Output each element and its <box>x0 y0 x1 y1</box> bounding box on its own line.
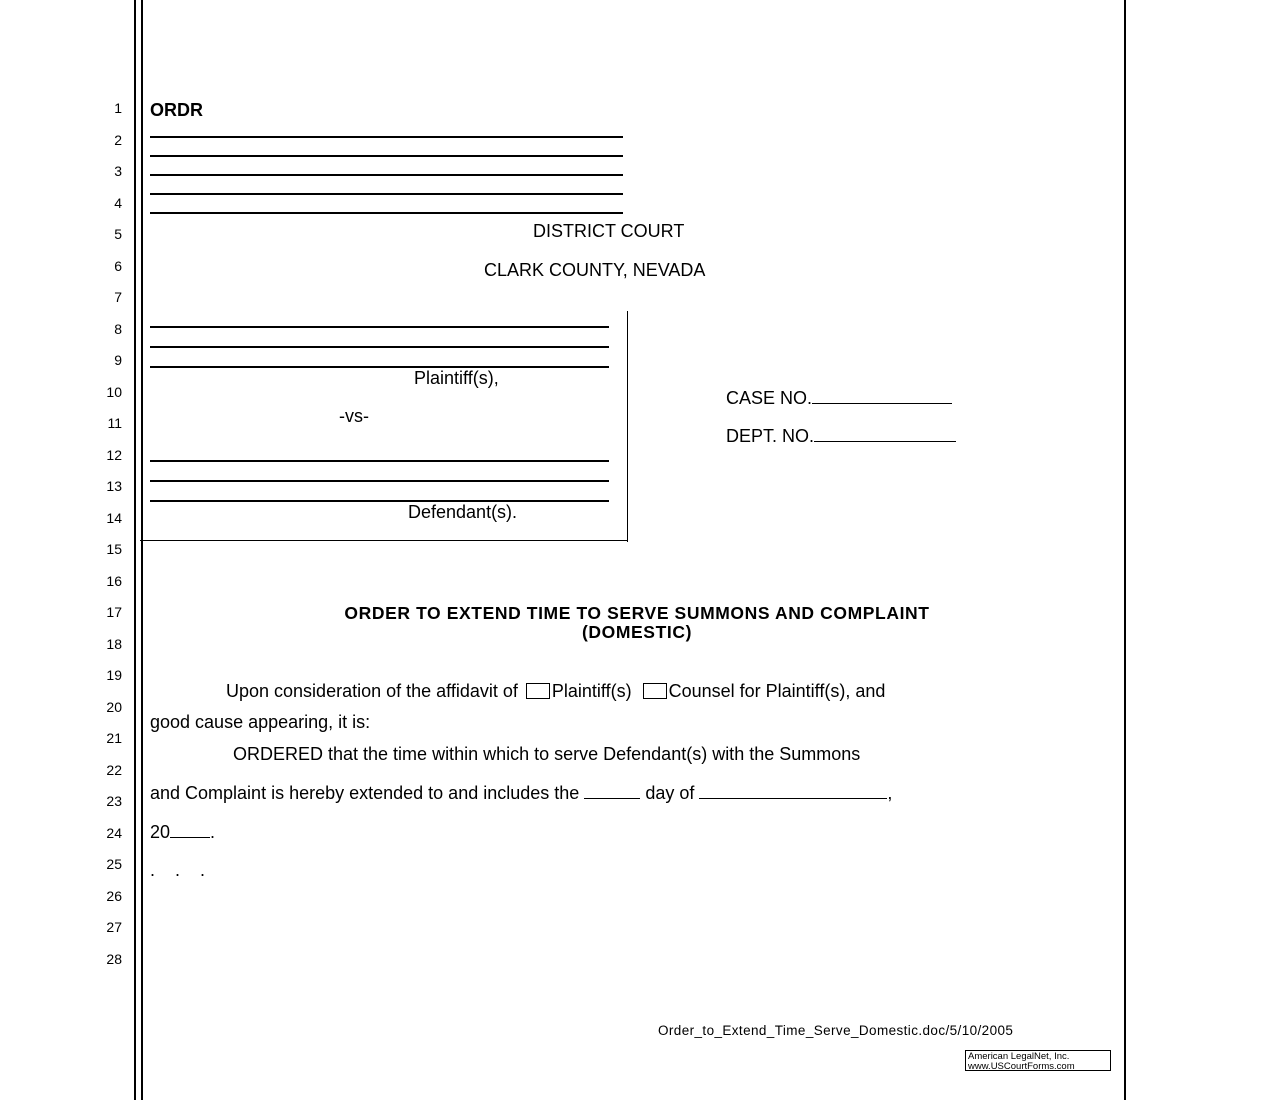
line-number: 11 <box>107 415 122 431</box>
court-county: CLARK COUNTY, NEVADA <box>484 260 706 280</box>
affidavit-paragraph-line-2: good cause appearing, it is: <box>150 712 371 732</box>
case-number-label: CASE NO. <box>726 388 813 408</box>
publisher-website: www.USCourtForms.com <box>968 1060 1075 1072</box>
case-number-field <box>726 387 952 408</box>
case-number-blank[interactable] <box>812 387 952 404</box>
line-number: 6 <box>114 257 122 274</box>
order-title <box>150 604 1124 642</box>
line-number: 10 <box>106 383 122 400</box>
defendant-line-2 <box>150 480 609 482</box>
affidavit-paragraph-line-1 <box>226 681 885 701</box>
year-blank[interactable] <box>170 821 210 838</box>
dept-number-blank[interactable] <box>814 425 956 442</box>
right-margin-rule <box>1124 0 1126 1100</box>
defendant-line-1 <box>150 460 609 462</box>
left-margin-rule-outer <box>134 0 136 1100</box>
line-number: 17 <box>106 604 122 620</box>
defendant-line-3 <box>150 500 609 502</box>
publisher-name: American LegalNet, Inc. <box>968 1051 1070 1062</box>
line-number: 5 <box>114 226 122 242</box>
attorney-line-5 <box>150 212 623 214</box>
caption-box-bottom-rule <box>140 540 628 541</box>
counsel-option-label: Counsel for Plaintiff(s), and <box>668 681 886 701</box>
comma-text: , <box>887 783 893 803</box>
plaintiff-line-1 <box>150 326 609 328</box>
plaintiff-option-label: Plaintiff(s) <box>551 681 632 701</box>
day-blank[interactable] <box>584 782 640 799</box>
line-number: 13 <box>106 478 122 494</box>
defendant-label: Defendant(s). <box>408 502 518 522</box>
line-number: 23 <box>106 793 122 809</box>
counsel-checkbox[interactable] <box>643 683 667 699</box>
line-number: 18 <box>106 635 122 652</box>
plaintiff-line-3 <box>150 366 609 368</box>
order-title-line-1: ORDER TO EXTEND TIME TO SERVE SUMMONS AND COMPLAINT <box>344 603 930 623</box>
line-number: 21 <box>106 730 122 746</box>
line-number: 2 <box>114 131 122 148</box>
plaintiff-line-2 <box>150 346 609 348</box>
year-prefix: 20 <box>150 822 171 842</box>
line-number: 16 <box>106 572 122 589</box>
continuation-dots: . . . <box>150 860 206 880</box>
dept-number-field <box>726 425 956 446</box>
year-suffix: . <box>210 822 216 842</box>
line-number: 4 <box>114 194 122 211</box>
month-blank[interactable] <box>699 782 887 799</box>
line-number: 22 <box>106 761 122 778</box>
line-number: 8 <box>114 320 122 337</box>
line-number: 27 <box>106 919 122 935</box>
plaintiff-label: Plaintiff(s), <box>414 368 499 388</box>
line-number: 26 <box>106 887 122 904</box>
footer-filename: Order_to_Extend_Time_Serve_Domestic.doc/5/10/2005 <box>658 1023 1014 1038</box>
plaintiff-checkbox[interactable] <box>526 683 550 699</box>
line-number: 9 <box>114 352 122 368</box>
attorney-line-3 <box>150 174 623 176</box>
affidavit-intro-text: Upon consideration of the affidavit of <box>226 681 518 701</box>
attorney-line-4 <box>150 193 623 195</box>
line-number: 14 <box>106 509 122 526</box>
line-number: 25 <box>106 856 122 872</box>
line-number: 24 <box>106 824 122 841</box>
line-number: 15 <box>106 541 122 557</box>
left-margin-rule-inner <box>141 0 143 1100</box>
ordered-paragraph-line-1: ORDERED that the time within which to serve Defendant(s) with the Summons <box>233 744 861 764</box>
versus-label: -vs- <box>339 406 369 426</box>
caption-box-right-rule <box>627 311 628 542</box>
extension-text: and Complaint is hereby extended to and includes the <box>150 783 580 803</box>
line-number: 20 <box>106 698 122 715</box>
line-number: 1 <box>114 100 122 116</box>
line-number: 7 <box>114 289 122 305</box>
attorney-line-2 <box>150 155 623 157</box>
year-line <box>150 821 215 842</box>
attorney-line-1 <box>150 136 623 138</box>
line-number: 12 <box>106 446 122 463</box>
day-of-text: day of <box>645 783 695 803</box>
court-name: DISTRICT COURT <box>533 221 685 241</box>
line-number: 19 <box>106 667 122 683</box>
dept-number-label: DEPT. NO. <box>726 426 815 446</box>
publisher-stamp <box>965 1050 1111 1071</box>
line-number: 28 <box>106 950 122 967</box>
ordered-paragraph-line-2 <box>150 782 892 803</box>
line-number: 3 <box>114 163 122 179</box>
order-title-line-2: (DOMESTIC) <box>581 622 693 642</box>
document-code: ORDR <box>150 100 203 120</box>
